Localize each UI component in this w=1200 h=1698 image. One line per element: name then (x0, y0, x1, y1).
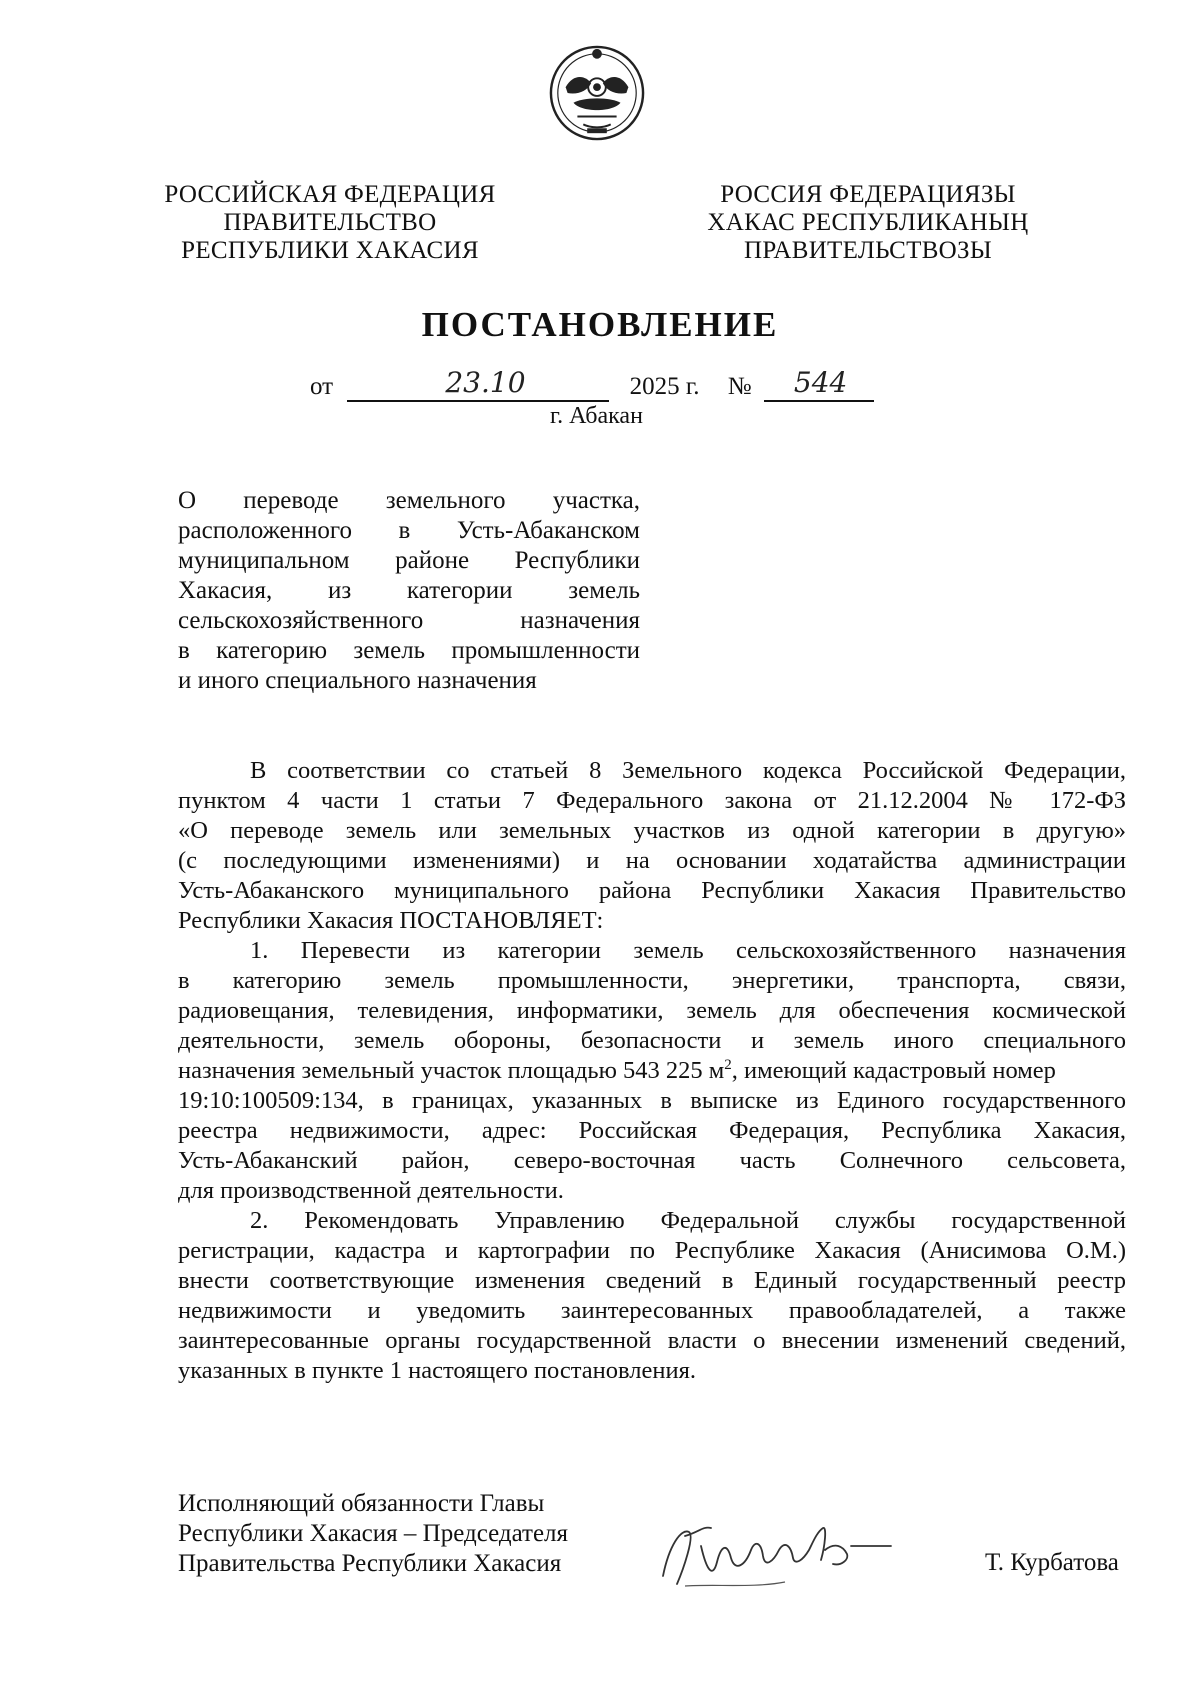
header-left-line: ПРАВИТЕЛЬСТВО (223, 209, 437, 236)
body-line: 2. Рекомендовать Управлению Федеральной службы государственной (250, 1207, 1126, 1234)
body-line: 1. Перевести из категории земель сельскохозяйственного назначения (250, 937, 1126, 964)
signatory-position (178, 1489, 568, 1579)
coat-of-arms-emblem (548, 44, 646, 142)
body-line: Усть-Абаканского муниципального района Республики Хакасия Правительство (178, 877, 1126, 904)
body-line: реестра недвижимости, адрес: Российская Федерация, Республика Хакасия, (178, 1117, 1126, 1144)
body-line: (с последующими изменениями) и на основании ходатайства администрации (178, 847, 1126, 874)
position-line: Правительства Республики Хакасия (178, 1550, 562, 1577)
date-blank (347, 366, 609, 402)
body-line: регистрации, кадастра и картографии по Республике Хакасия (Анисимова О.М.) (178, 1237, 1126, 1264)
header-right-line: ПРАВИТЕЛЬСТВОЗЫ (744, 237, 992, 264)
position-line: Республики Хакасия – Председателя (178, 1520, 569, 1547)
header-left-line: РОССИЙСКАЯ ФЕДЕРАЦИЯ (164, 181, 496, 208)
subject-line: муниципальном районе Республики (178, 547, 640, 574)
header-left-line: РЕСПУБЛИКИ ХАКАСИЯ (181, 237, 479, 264)
subject-block (178, 486, 640, 696)
header-right-line: ХАКАС РЕСПУБЛИКАНЫҢ (707, 209, 1029, 236)
area-text-continued: , имеющий кадастровый номер (731, 1057, 1056, 1084)
city-label: г. Абакан (550, 403, 643, 429)
handwritten-date: 23.10 (445, 366, 526, 399)
year-label: 2025 г. (629, 373, 700, 400)
subject-line: О переводе земельного участка, (178, 487, 640, 514)
body-line: пунктом 4 части 1 статьи 7 Федерального закона от 21.12.2004 № 172-ФЗ (178, 787, 1126, 814)
header-right-authority (688, 181, 1048, 265)
handwritten-number: 544 (793, 366, 848, 399)
body-line: в категорию земель промышленности, энергетики, транспорта, связи, (178, 967, 1126, 994)
subject-line: в категорию земель промышленности (178, 637, 640, 664)
body-line: недвижимости и уведомить заинтересованных правообладателей, а также (178, 1297, 1126, 1324)
date-number-line (310, 366, 874, 402)
area-superscript: 2 (724, 1056, 732, 1073)
header-left-authority (160, 181, 500, 265)
area-text: назначения земельный участок площадью 543 225 м (178, 1057, 725, 1084)
document-title: ПОСТАНОВЛЕНИЕ (421, 305, 779, 344)
handwritten-signature (655, 1506, 895, 1596)
from-label: от (310, 373, 334, 400)
position-line: Исполняющий обязанности Главы (178, 1490, 545, 1517)
body-line: В соответствии со статьей 8 Земельного кодекса Российской Федерации, (250, 757, 1126, 784)
body-line: деятельности, земель обороны, безопасности и земель иного специального (178, 1027, 1126, 1054)
body-line: Республики Хакасия ПОСТАНОВЛЯЕТ: (178, 907, 604, 934)
subject-line: и иного специального назначения (178, 667, 537, 694)
number-label: № (727, 373, 752, 400)
body-line: заинтересованные органы государственной власти о внесении изменений сведений, (178, 1327, 1126, 1354)
number-blank (764, 366, 874, 402)
body-line: Усть-Абаканский район, северо-восточная часть Солнечного сельсовета, (178, 1147, 1126, 1174)
subject-line: расположенного в Усть-Абаканском (178, 517, 640, 544)
signer-name: Т. Курбатова (985, 1549, 1119, 1576)
body-line: «О переводе земель или земельных участков из одной категории в другую» (178, 817, 1126, 844)
body-line: указанных в пункте 1 настоящего постановления. (178, 1357, 696, 1384)
body-line: для производственной деятельности. (178, 1177, 564, 1204)
body-text (178, 756, 1126, 1386)
body-line: 19:10:100509:134, в границах, указанных в выписке из Единого государственного (178, 1087, 1126, 1114)
body-line: радиовещания, телевидения, информатики, земель для обеспечения космической (178, 997, 1126, 1024)
subject-line: сельскохозяйственного назначения (178, 607, 640, 634)
body-line-area (178, 1056, 1126, 1086)
body-line: внести соответствующие изменения сведений в Единый государственный реестр (178, 1267, 1126, 1294)
subject-line: Хакасия, из категории земель (178, 577, 640, 604)
header-right-line: РОССИЯ ФЕДЕРАЦИЯЗЫ (720, 181, 1016, 208)
